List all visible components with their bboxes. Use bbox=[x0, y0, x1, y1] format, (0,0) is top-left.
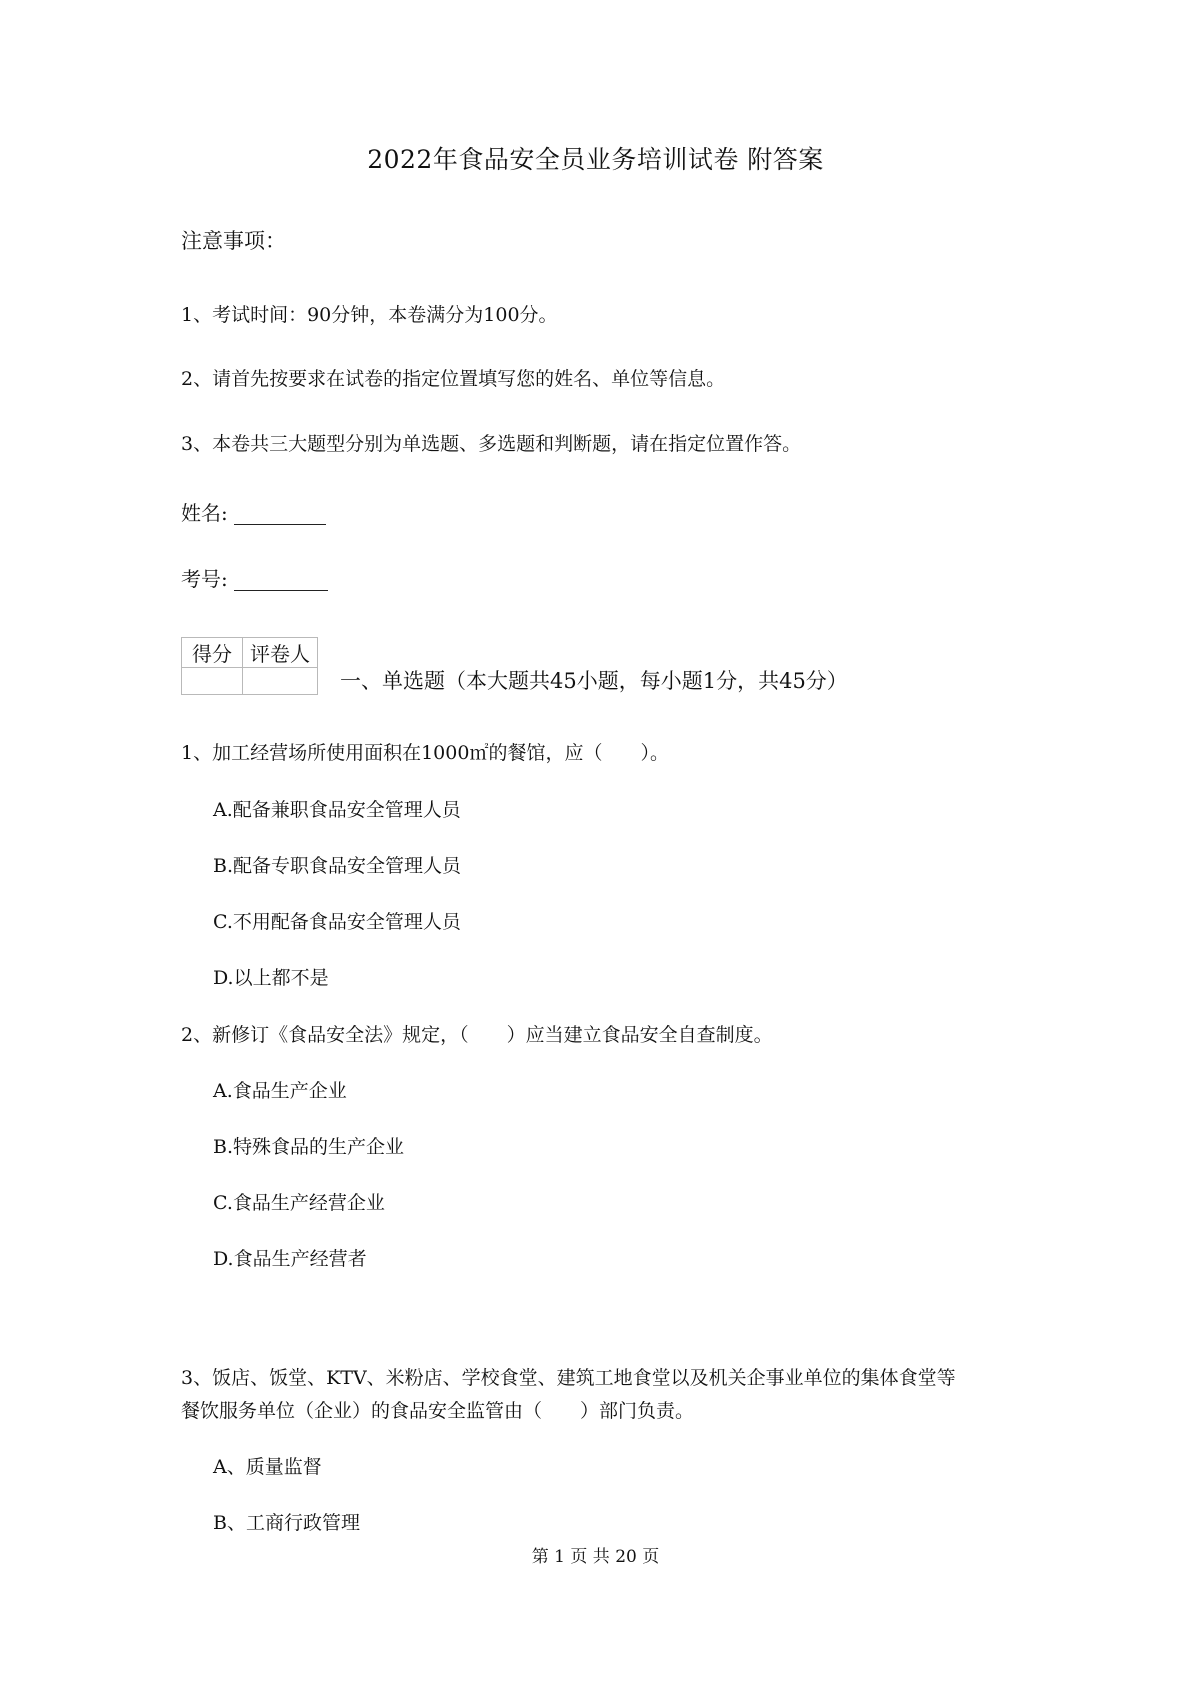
exam-number-field[interactable] bbox=[234, 590, 328, 591]
question-text: 2、新修订《食品安全法》规定，（ ）应当建立食品安全自查制度。 bbox=[181, 1024, 773, 1046]
notice-item: 1、考试时间：90分钟，本卷满分为100分。 bbox=[181, 304, 558, 326]
answer-option[interactable]: D.食品生产经营者 bbox=[213, 1248, 367, 1270]
score-table bbox=[181, 637, 318, 695]
score-header: 得分 bbox=[182, 638, 243, 668]
answer-option[interactable]: A.食品生产企业 bbox=[213, 1080, 347, 1102]
answer-option[interactable]: A、质量监督 bbox=[213, 1456, 322, 1478]
answer-option[interactable]: B.配备专职食品安全管理人员 bbox=[213, 855, 462, 877]
name-label: 姓名: bbox=[181, 501, 228, 525]
grader-cell[interactable] bbox=[243, 668, 318, 695]
name-field[interactable] bbox=[234, 524, 326, 525]
answer-option[interactable]: D.以上都不是 bbox=[213, 967, 329, 989]
answer-option[interactable]: A.配备兼职食品安全管理人员 bbox=[213, 799, 461, 821]
question-text: 1、加工经营场所使用面积在1000㎡的餐馆，应（ ）。 bbox=[181, 742, 669, 764]
notice-item: 3、本卷共三大题型分别为单选题、多选题和判断题，请在指定位置作答。 bbox=[181, 433, 802, 455]
score-cell[interactable] bbox=[182, 668, 243, 695]
answer-option[interactable]: B.特殊食品的生产企业 bbox=[213, 1136, 405, 1158]
page-number: 第 1 页 共 20 页 bbox=[531, 1547, 660, 1567]
answer-option[interactable]: C.不用配备食品安全管理人员 bbox=[213, 911, 461, 933]
answer-option[interactable]: B、工商行政管理 bbox=[213, 1512, 360, 1534]
answer-option[interactable]: C.食品生产经营企业 bbox=[213, 1192, 385, 1214]
notice-heading: 注意事项： bbox=[181, 229, 286, 253]
notice-item: 2、请首先按要求在试卷的指定位置填写您的姓名、单位等信息。 bbox=[181, 368, 726, 390]
page-title: 2022年食品安全员业务培训试卷 附答案 bbox=[367, 145, 824, 174]
grader-header: 评卷人 bbox=[243, 638, 318, 668]
question-text: 3、饭店、饭堂、KTV、米粉店、学校食堂、建筑工地食堂以及机关企事业单位的集体食堂等 bbox=[181, 1367, 956, 1389]
exam-number-label: 考号: bbox=[181, 567, 228, 591]
section-heading: 一、单选题（本大题共45小题，每小题1分，共45分） bbox=[340, 669, 848, 693]
question-text-continued: 餐饮服务单位（企业）的食品安全监管由（ ）部门负责。 bbox=[181, 1400, 695, 1422]
